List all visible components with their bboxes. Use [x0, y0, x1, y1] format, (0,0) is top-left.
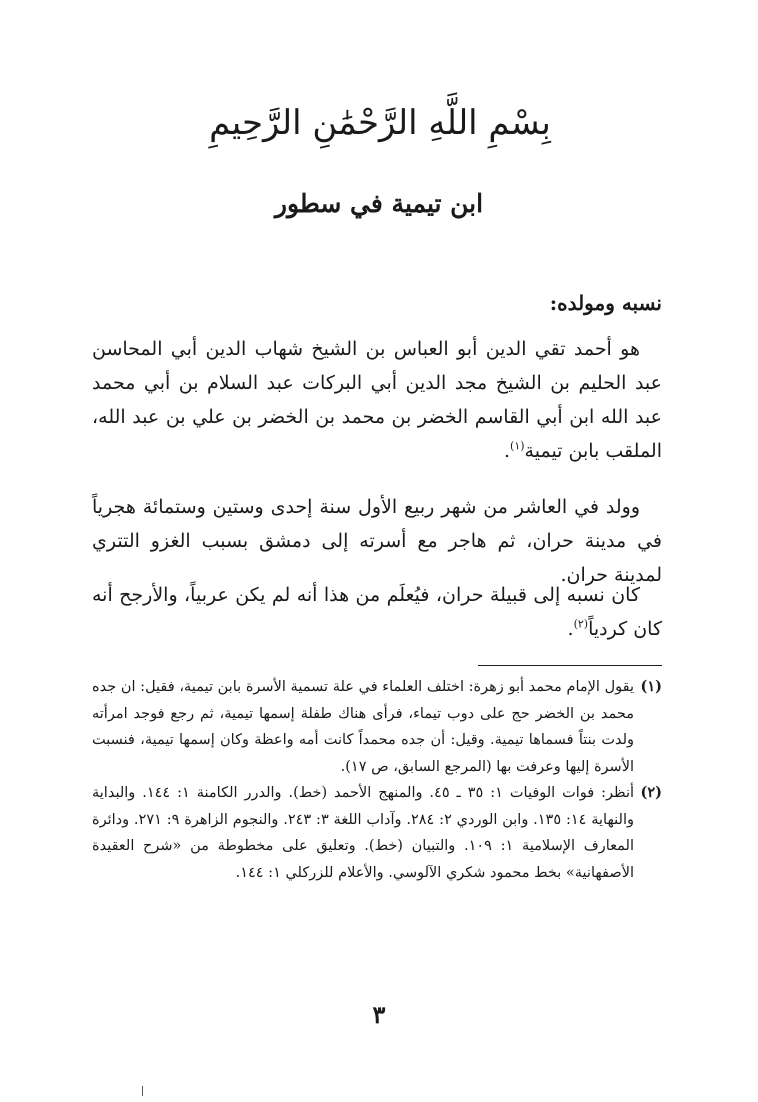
paragraph-end-mark: .: [503, 440, 511, 462]
footnote-text: أنظر: فوات الوفيات ١: ٣٥ ـ ٤٥. والمنهج الأحمد (خط). والدرر الكامنة ١: ١٤٤. والبداية والنهاية ١٤: ١٣٥. وابن الوردي ٢: ٢٨٤. وآداب اللغة ٣: ٢٤٣. والنجوم الزاهرة ٩: ٢٧١. ودائرة المعارف الإسلامية ١: ١٠٩. والتبيان (خط). وتعليق على مخطوطة من «شرح العقيدة الأصفهانية» بخط محمود شكري الآلوسي. والأعلام للزركلي ١: ١٤٤.: [92, 785, 635, 881]
footnote-divider: [478, 665, 662, 666]
paragraph-text: كان نسبه إلى قبيلة حران، فيُعلَم من هذا أنه لم يكن عربياً، والأرجح أنه كان كردياً: [92, 584, 662, 640]
footnote-item: [92, 780, 662, 886]
paragraph-lineage: [92, 332, 662, 468]
footnote-number: (١): [640, 678, 662, 695]
paragraph-origin: [92, 578, 662, 646]
paragraph-end-mark: .: [567, 618, 574, 640]
paragraph-birth: [92, 490, 662, 592]
footnote-item: [92, 674, 662, 780]
section-heading: نسبه ومولده:: [549, 291, 662, 315]
footnote-text: يقول الإمام محمد أبو زهرة: اختلف العلماء في علة تسمية الأسرة بابن تيمية، فقيل: ان جده محمد بن الخضر حج على دوب تيماء، فرأى هناك طفلة إسمها تيمية، ثم رجع فوجد امرأته ولدت بنتاً فسماها تيمية. وقيل: أن جده محمداً كانت أمه واعظة وكان إسمها تيمية، فنسبت الأسرة إليها وعرفت بها (المرجع السابق، ص ١٧).: [92, 679, 634, 775]
footnote-number: (٢): [640, 784, 662, 801]
scan-artifact-mark: [142, 1086, 143, 1096]
paragraph-text: هو أحمد تقي الدين أبو العباس بن الشيخ شهاب الدين أبي المحاسن عبد الحليم بن الشيخ مجد الدين أبي البركات عبد السلام بن أبي محمد عبد الله ابن أبي القاسم الخضر بن محمد بن الخضر بن علي بن عبد الله، الملقب بابن تيمية: [92, 338, 662, 462]
basmala-calligraphy: بِسْمِ اللَّهِ الرَّحْمَٰنِ الرَّحِيمِ: [209, 103, 551, 143]
footnote-reference[interactable]: (٢): [573, 617, 589, 631]
paragraph-text: وولد في العاشر من شهر ربيع الأول سنة إحدى وستين وستمائة هجرياً في مدينة حران، ثم هاجر مع أسرته إلى دمشق بسبب الغزو التتري لمدينة حران.: [92, 496, 662, 586]
page-number: ٣: [372, 1000, 386, 1029]
footnotes-section: [92, 674, 662, 886]
footnote-reference[interactable]: (١): [510, 439, 525, 453]
page-title: ابن تيمية في سطور: [274, 189, 484, 218]
